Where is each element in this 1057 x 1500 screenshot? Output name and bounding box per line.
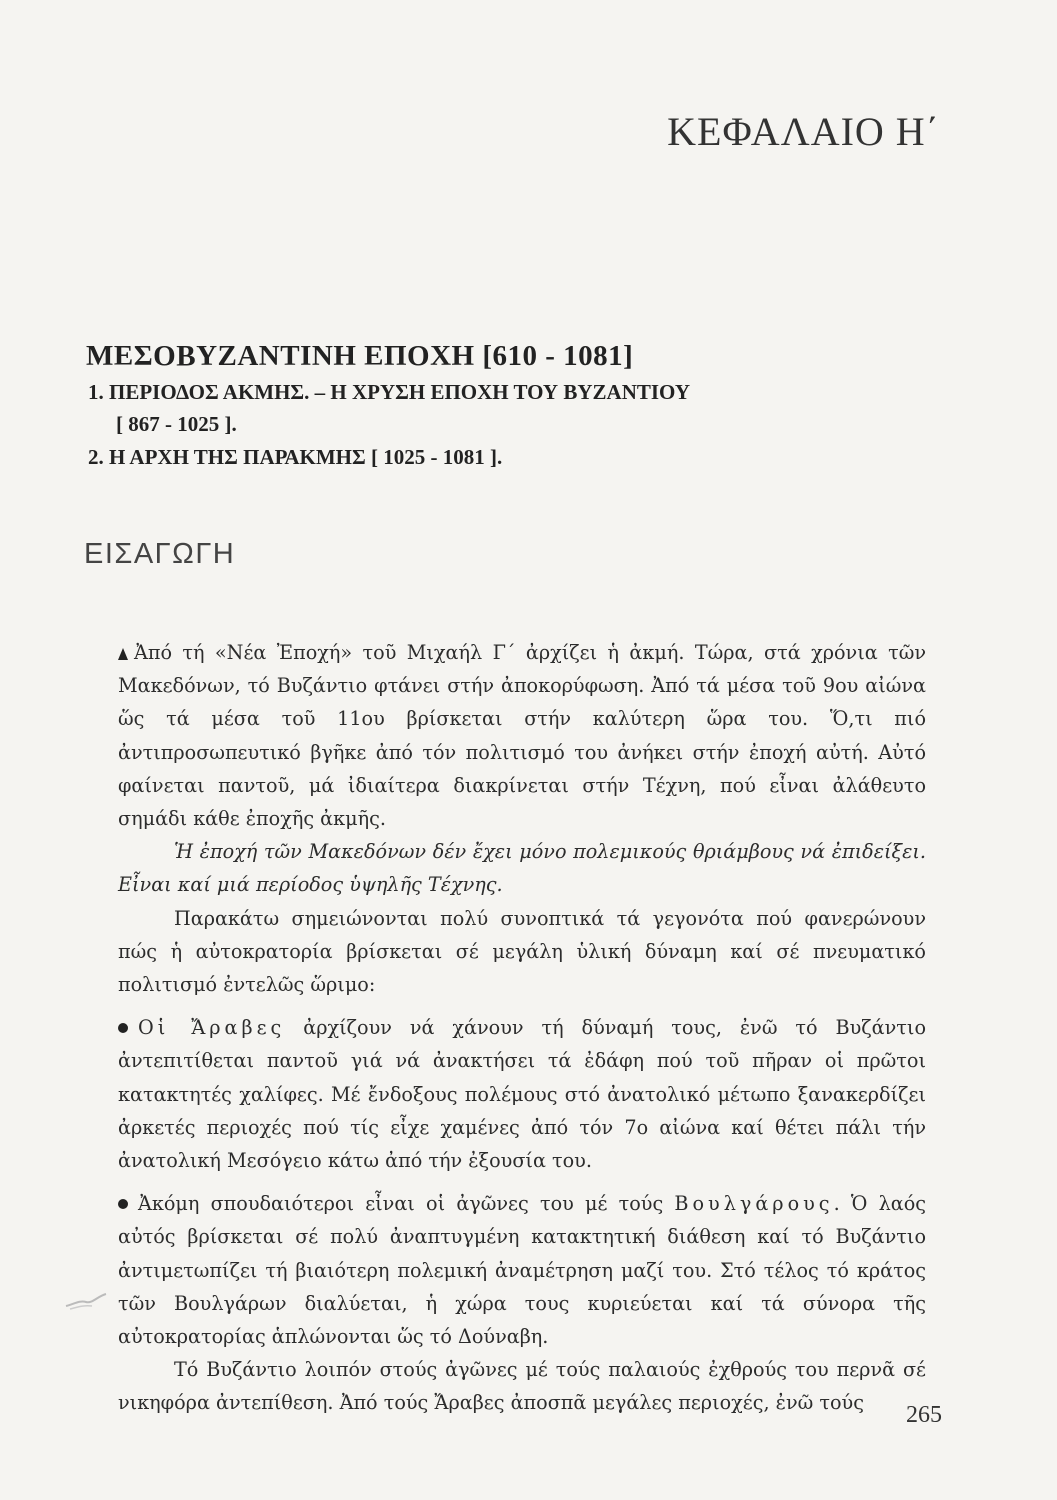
chapter-heading: ΚΕΦΑΛΑΙΟ Η΄ <box>667 109 940 154</box>
paragraph-1: Ἀπό τή «Νέα Ἐποχή» τοῦ Μιχαήλ Γ΄ ἀρχίζει ἡ ἀκμή. Τώρα, στά χρόνια τῶν Μακεδόνων, τό Βυζάντιο φτάνει στήν ἀποκορύφωση. Ἀπό τά μέσα τοῦ 9ου αἰώνα ὥς τά μέσα τοῦ 11ου βρίσκεται στήν καλύτερη ὥρα του. Ὅ,τι πιό ἀντιπροσωπευτικό βγῆκε ἀπό τόν πολιτισμό του ἀνήκει στήν ἐποχή αὐτή. Αὐτό φαίνεται παντοῦ, μά ἰδιαίτερα διακρίνεται στήν Τέχνη, πού εἶναι ἀλάθευτο σημάδι κάθε ἐποχῆς ἀκμῆς. <box>118 641 926 831</box>
ink-smudge-mark <box>64 1290 108 1312</box>
subsection-1-title: 1. ΠΕΡΙΟΔΟΣ ΑΚΜΗΣ. – Η ΧΡΥΣΗ ΕΠΟΧΗ ΤΟΥ ΒΥΖΑΝΤΙΟΥ <box>88 380 690 404</box>
paragraph-arabs: Οἱ Ἄραβες ἀρχίζουν νά χάνουν τή δύναμή τους, ἐνῶ τό Βυζάντιο ἀντεπιτίθεται παντοῦ γιά νά ἀνακτήσει τά ἐδάφη πού τοῦ πῆραν οἱ πρῶτοι κατακτητές χαλίφες. Μέ ἔνδοξους πολέμους στό ἀνατολικό μέτωπο ξανακερδίζει ἀρκετές περιοχές πού τίς εἶχε χαμένες ἀπό τόν 7ο αἰώνα καί θέτει πάλι τήν ἀνατολική Μεσόγειο κάτω ἀπό τήν ἐξουσία του. <box>118 1016 926 1173</box>
paragraph-bulgarians: Ἀκόμη σπουδαιότεροι εἶναι οἱ ἀγῶνες του μέ τούς Βουλγάρους. Ὁ λαός αὐτός βρίσκεται σέ πολύ ἀναπτυγμένη κατακτητική διάθεση καί τό Βυζάντιο ἀντιμετωπίζει τή βιαιότερη πολεμική ἀναμέτρηση μαζί του. Στό τέλος τό κράτος τῶν Βουλγάρων διαλύεται, ἡ χώρα τους κυριεύεται καί τά σύνορα τῆς αὐτοκρατορίας ἁπλώνονται ὥς τό Δούναβη. <box>118 1192 926 1349</box>
subsection-1-dates: [ 867 - 1025 ]. <box>116 412 237 436</box>
triangle-bullet-icon <box>118 648 128 660</box>
introduction-heading: ΕΙΣΑΓΩΓΗ <box>84 538 236 570</box>
paragraph-6: Τό Βυζάντιο λοιπόν στούς ἀγῶνες μέ τούς παλαιούς ἐχθρούς του περνᾶ σέ νικηφόρα ἀντεπίθεση. Ἀπό τούς Ἄραβες ἀποσπᾶ μεγάλες περιοχές, ἐνῶ τούς <box>118 1358 926 1415</box>
page-number: 265 <box>906 1402 942 1428</box>
paragraph-2: Ἡ ἐποχή τῶν Μακεδόνων δέν ἔχει μόνο πολεμικούς θριάμβους νά ἐπιδείξει. Εἶναι καί μιά περίοδος ὑψηλῆς Τέχνης. <box>118 840 926 897</box>
bullet-dot-icon <box>118 1199 128 1209</box>
body-text <box>118 636 926 1420</box>
subsection-2-title: 2. Η ΑΡΧΗ ΤΗΣ ΠΑΡΑΚΜΗΣ [ 1025 - 1081 ]. <box>88 445 503 469</box>
paragraph-3: Παρακάτω σημειώνονται πολύ συνοπτικά τά γεγονότα πού φανερώνουν πώς ἡ αὐτοκρατορία βρίσκεται σέ μεγάλη ὑλική δύναμη καί σέ πνευματικό πολιτισμό ἐντελῶς ὥριμο: <box>118 906 926 997</box>
bullet-dot-icon <box>118 1023 128 1033</box>
part-title: ΜΕΣΟΒΥΖΑΝΤΙΝΗ ΕΠΟΧΗ [610 - 1081] <box>86 340 634 372</box>
